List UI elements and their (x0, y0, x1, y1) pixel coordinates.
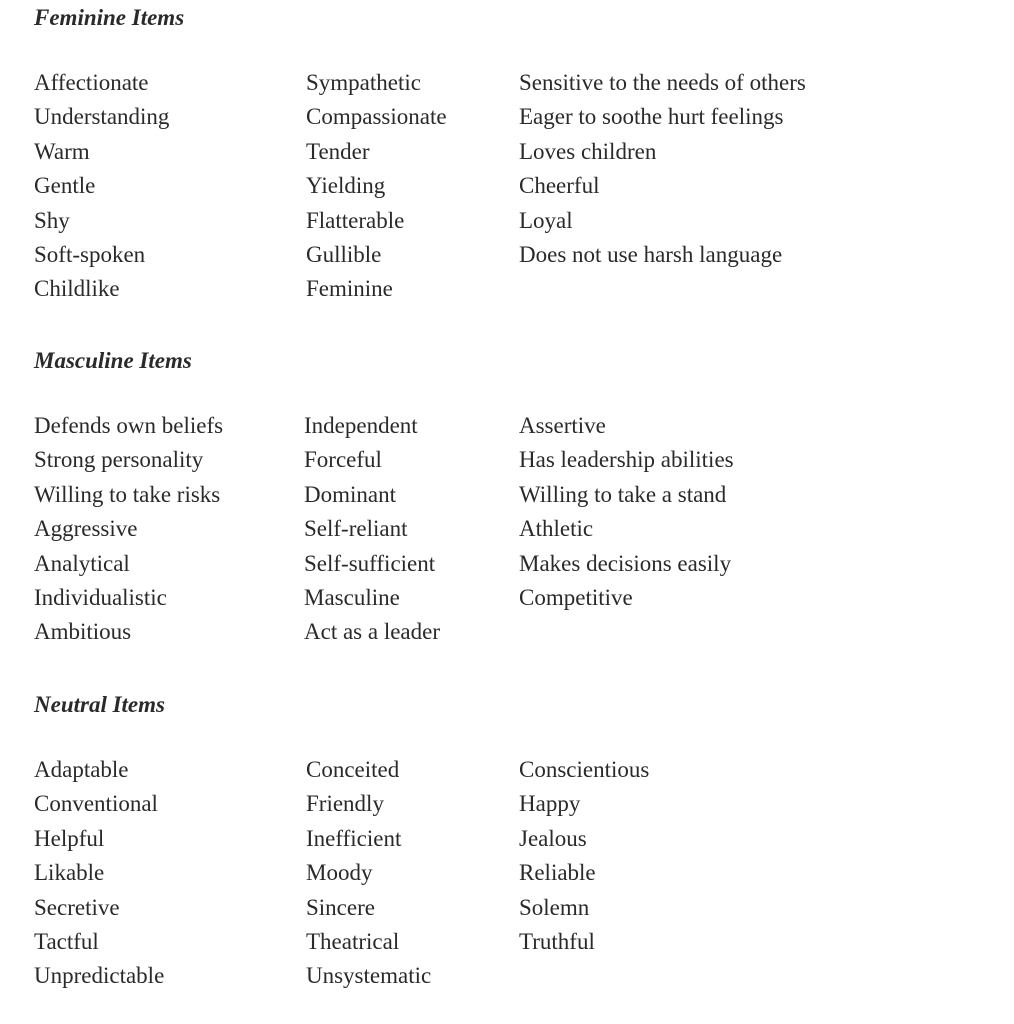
list-item: Soft-spoken (34, 241, 146, 267)
item-column (34, 753, 164, 994)
list-item: Compassionate (306, 104, 447, 130)
item-column (34, 409, 223, 650)
list-item: Self-sufficient (304, 550, 436, 576)
list-item: Unsystematic (306, 963, 432, 989)
list-item: Loyal (519, 207, 573, 233)
item-column (34, 66, 169, 307)
list-item: Conscientious (519, 757, 650, 782)
list-item: Loves children (519, 138, 657, 164)
masculine-items-section (34, 345, 994, 654)
neutral-items-section (34, 689, 994, 998)
list-item: Childlike (34, 276, 120, 302)
list-item: Aggressive (34, 516, 138, 542)
list-item: Analytical (34, 550, 130, 576)
list-item: Sensitive to the needs of others (519, 70, 806, 95)
list-item: Helpful (34, 825, 105, 851)
list-item: Inefficient (306, 825, 402, 851)
list-item: Gullible (306, 241, 382, 267)
list-item: Athletic (519, 516, 594, 542)
list-item: Dominant (304, 481, 396, 507)
list-item: Truthful (519, 928, 595, 954)
list-item: Reliable (519, 860, 596, 886)
list-item: Moody (306, 860, 373, 886)
item-columns (34, 409, 994, 654)
list-item: Eager to soothe hurt feelings (519, 104, 784, 130)
item-column (304, 409, 440, 650)
list-item: Shy (34, 207, 70, 233)
list-item: Adaptable (34, 757, 129, 782)
list-item: Likable (34, 860, 105, 886)
item-column (519, 66, 806, 272)
list-item: Solemn (519, 894, 590, 920)
item-columns (34, 753, 994, 998)
list-item: Affectionate (34, 70, 149, 95)
list-item: Willing to take a stand (519, 481, 727, 507)
item-column (519, 753, 649, 959)
item-column (306, 753, 431, 994)
list-item: Makes decisions easily (519, 550, 732, 576)
item-column (519, 409, 734, 615)
item-columns (34, 66, 994, 311)
list-item: Understanding (34, 104, 170, 130)
section-heading: Masculine Items (34, 348, 192, 373)
section-heading: Neutral Items (34, 692, 165, 717)
list-item: Yielding (306, 173, 386, 199)
list-item: Tender (306, 138, 370, 164)
list-item: Theatrical (306, 928, 400, 954)
list-item: Warm (34, 138, 90, 164)
list-item: Feminine (306, 276, 393, 302)
list-item: Sincere (306, 894, 375, 920)
item-column (306, 66, 447, 307)
list-item: Assertive (519, 413, 606, 438)
list-item: Jealous (519, 825, 587, 851)
list-item: Sympathetic (306, 70, 421, 95)
list-item: Independent (304, 413, 418, 438)
list-item: Forceful (304, 447, 382, 473)
list-item: Act as a leader (304, 619, 441, 645)
feminine-items-section (34, 2, 994, 311)
section-heading: Feminine Items (34, 5, 185, 30)
list-item: Unpredictable (34, 963, 165, 989)
list-item: Has leadership abilities (519, 447, 734, 473)
list-item: Strong personality (34, 447, 204, 473)
list-item: Gentle (34, 173, 96, 199)
list-item: Flatterable (306, 207, 405, 233)
list-item: Happy (519, 791, 581, 817)
list-item: Self-reliant (304, 516, 408, 542)
list-item: Friendly (306, 791, 384, 817)
list-item: Willing to take risks (34, 481, 221, 507)
list-item: Secretive (34, 894, 120, 920)
list-item: Competitive (519, 584, 633, 610)
list-item: Cheerful (519, 173, 600, 199)
list-item: Masculine (304, 584, 400, 610)
list-item: Ambitious (34, 619, 132, 645)
list-item: Does not use harsh language (519, 241, 783, 267)
list-item: Conceited (306, 757, 400, 782)
list-item: Tactful (34, 928, 99, 954)
list-item: Defends own beliefs (34, 413, 224, 438)
list-item: Individualistic (34, 584, 167, 610)
list-item: Conventional (34, 791, 158, 817)
